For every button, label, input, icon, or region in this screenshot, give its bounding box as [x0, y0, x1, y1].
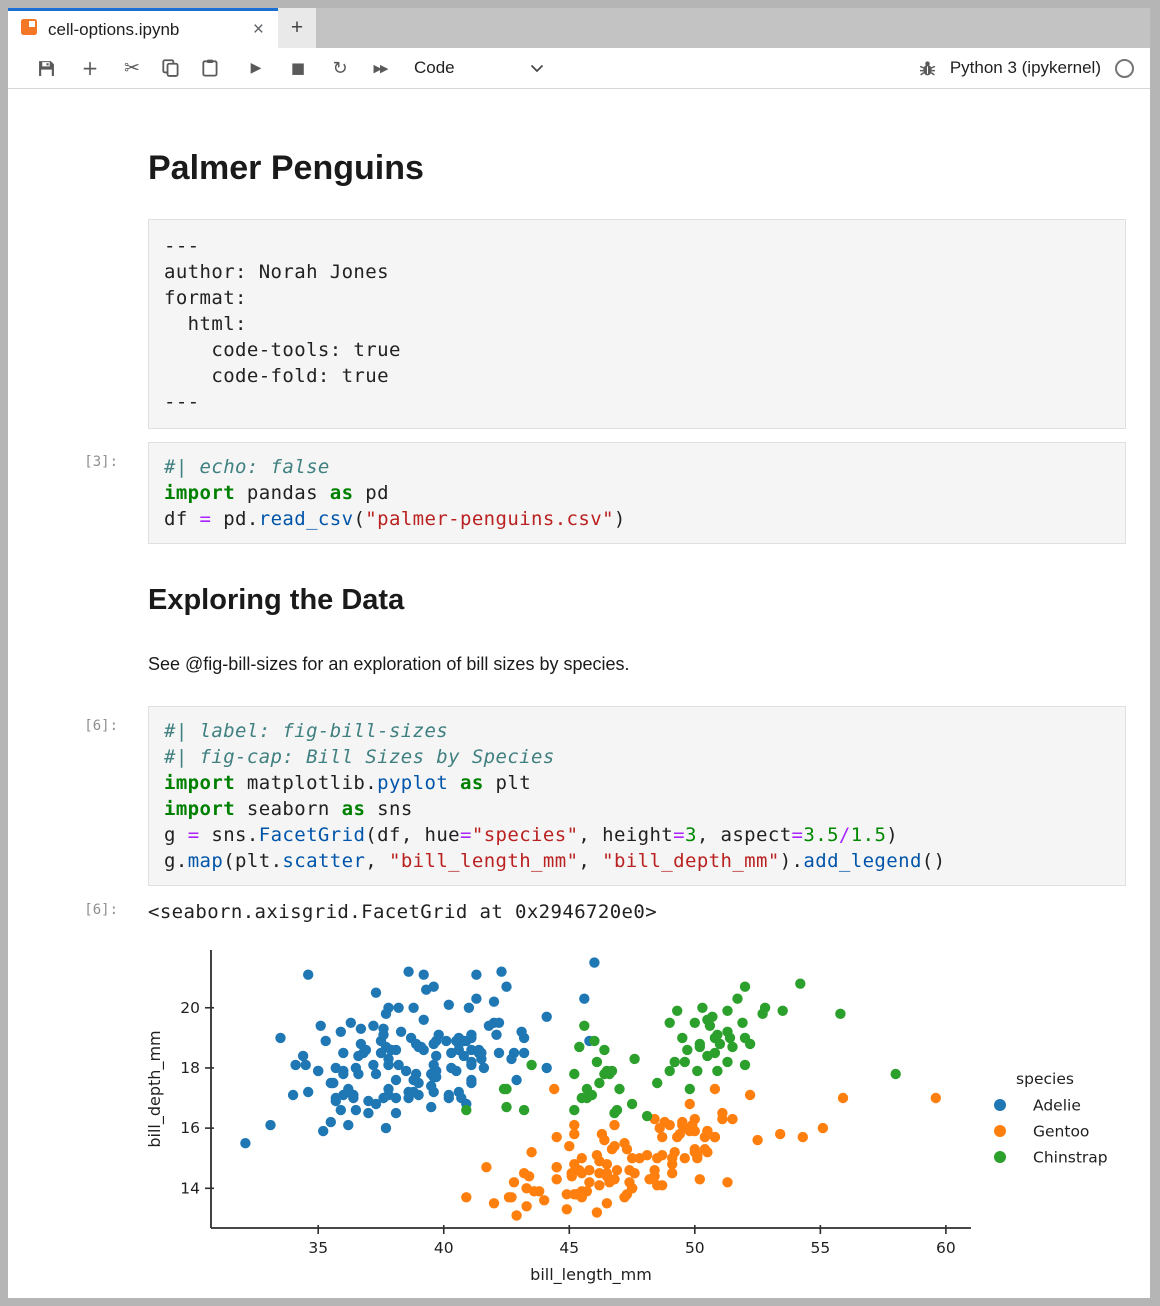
close-icon[interactable]: × [252, 19, 264, 40]
add-cell-button[interactable] [78, 55, 102, 81]
chevron-down-icon [530, 64, 544, 73]
output-prompt: [6]: [84, 902, 118, 918]
svg-text:14: 14 [180, 1179, 200, 1198]
section-heading: Exploring the Data [148, 584, 405, 616]
cut-cells-button[interactable] [120, 55, 144, 81]
copy-cells-button[interactable] [158, 55, 182, 81]
code-editor[interactable]: #| label: fig-bill-sizes #| fig-cap: Bill Sizes by Species import matplotlib.pyplot as plt import seaborn as sns g = sns.FacetGrid(df, hue="species", height=3, aspect=3.5/1.5) g.map(plt.scatter, "bill_length_mm", "bill_depth_mm").add_legend() [148, 706, 1126, 886]
paste-cells-button[interactable] [198, 55, 222, 81]
restart-icon: ↻ [332, 57, 348, 79]
svg-text:16: 16 [180, 1119, 200, 1138]
new-tab-button[interactable] [278, 8, 316, 48]
notebook-toolbar [8, 48, 1150, 89]
notebook-panel[interactable] [8, 89, 1150, 1298]
restart-kernel-button[interactable] [328, 55, 352, 81]
plus-icon: + [290, 16, 304, 39]
scissors-icon: ✂ [124, 57, 140, 79]
notebook-file-icon [20, 18, 38, 41]
run-icon: ▶ [250, 60, 262, 76]
tab-cell-options[interactable] [8, 8, 278, 48]
save-icon [38, 60, 55, 77]
raw-cell-editor[interactable]: --- author: Norah Jones format: html: code-tools: true code-fold: true --- [148, 219, 1126, 429]
save-button[interactable] [34, 55, 58, 81]
stop-icon: ■ [290, 59, 306, 77]
svg-text:18: 18 [180, 1058, 200, 1077]
cell-type-select[interactable] [414, 58, 544, 78]
copy-icon [162, 59, 179, 77]
svg-text:40: 40 [433, 1239, 454, 1257]
svg-text:Gentoo: Gentoo [1033, 1122, 1090, 1141]
restart-run-all-button[interactable] [368, 55, 392, 81]
output-text: <seaborn.axisgrid.FacetGrid at 0x2946720e0> [148, 901, 658, 923]
svg-text:species: species [1016, 1070, 1074, 1088]
page-title: Palmer Penguins [148, 149, 424, 187]
interrupt-kernel-button[interactable] [286, 55, 310, 81]
code-cell-6 [84, 706, 1126, 886]
input-prompt: [6]: [84, 718, 118, 734]
tab-bar [8, 8, 1150, 48]
jupyterlab-app [8, 8, 1150, 1298]
run-cell-button[interactable] [244, 55, 268, 81]
code-cell-3 [84, 442, 1126, 544]
clipboard-icon [202, 59, 218, 77]
output-area [84, 900, 1126, 924]
plus-icon: + [81, 56, 99, 80]
cell-type-value: Code [414, 58, 455, 77]
svg-text:Adelie: Adelie [1033, 1096, 1081, 1115]
kernel-name[interactable]: Python 3 (ipykernel) [949, 58, 1101, 77]
svg-text:bill_length_mm: bill_length_mm [530, 1265, 652, 1284]
svg-text:20: 20 [180, 998, 200, 1017]
tab-title: cell-options.ipynb [48, 19, 180, 39]
scatter-plot-figure [140, 945, 1150, 1298]
svg-text:50: 50 [684, 1239, 705, 1257]
kernel-status-icon[interactable] [1115, 59, 1134, 78]
code-editor[interactable]: #| echo: false import pandas as pd df = pd.read_csv("palmer-penguins.csv") [148, 442, 1126, 544]
svg-text:60: 60 [936, 1239, 956, 1257]
svg-text:Chinstrap: Chinstrap [1033, 1148, 1108, 1167]
input-prompt: [3]: [84, 454, 118, 470]
bug-icon[interactable] [919, 60, 936, 77]
markdown-paragraph: See @fig-bill-sizes for an exploration of bill sizes by species. [148, 654, 630, 674]
svg-text:35: 35 [308, 1239, 329, 1257]
fast-forward-icon: ▶▶ [373, 61, 387, 75]
kernel-area [919, 58, 1134, 78]
raw-cell [148, 219, 1126, 429]
svg-text:bill_depth_mm: bill_depth_mm [145, 1030, 164, 1148]
scatter-plot [140, 945, 1150, 1298]
svg-text:45: 45 [559, 1239, 580, 1257]
svg-text:55: 55 [810, 1239, 831, 1257]
